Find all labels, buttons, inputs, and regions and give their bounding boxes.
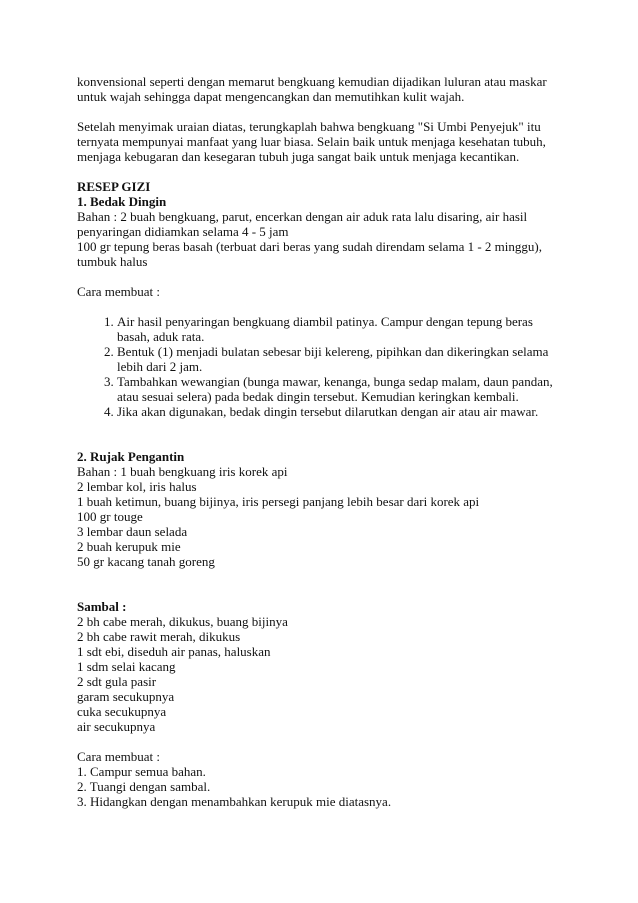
intro-paragraph-2: [77, 119, 577, 164]
section-heading: RESEP GIZI: [77, 179, 151, 194]
text-line: Setelah menyimak uraian diatas, terungkaplah bahwa bengkuang "Si Umbi Penyejuk" itu: [77, 119, 541, 134]
text-line: 2 bh cabe rawit merah, dikukus: [77, 629, 241, 644]
list-item: 2. Bentuk (1) menjadi bulatan sebesar biji kelereng, pipihkan dan dikeringkan selama lebih dari 2 jam.: [117, 344, 577, 374]
text-line: Bahan : 2 buah bengkuang, parut, encerkan dengan air aduk rata lalu disaring, air hasil: [77, 209, 528, 224]
text-line: air secukupnya: [77, 719, 156, 734]
bedak-method-label: Cara membuat :: [77, 284, 161, 299]
text-line: 2 sdt gula pasir: [77, 674, 157, 689]
list-item: 1. Air hasil penyaringan bengkuang diambil patinya. Campur dengan tepung beras basah, aduk rata.: [117, 314, 577, 344]
recipe-title-rujak: 2. Rujak Pengantin: [77, 449, 185, 464]
text-line: 2 buah kerupuk mie: [77, 539, 181, 554]
sambal-title: Sambal :: [77, 599, 127, 614]
text-line: untuk wajah sehingga dapat mengencangkan dan memutihkan kulit wajah.: [77, 89, 465, 104]
rujak-ingredients: [77, 464, 577, 569]
text-line: 100 gr touge: [77, 509, 143, 524]
text-line: cuka secukupnya: [77, 704, 167, 719]
text-line: 1. Campur semua bahan.: [77, 764, 206, 779]
text-line: 1 sdt ebi, diseduh air panas, haluskan: [77, 644, 271, 659]
text-line: Bahan : 1 buah bengkuang iris korek api: [77, 464, 288, 479]
text-line: 2 lembar kol, iris halus: [77, 479, 197, 494]
text-line: 3 lembar daun selada: [77, 524, 188, 539]
text-line: 50 gr kacang tanah goreng: [77, 554, 215, 569]
text-line: konvensional seperti dengan memarut bengkuang kemudian dijadikan luluran atau maskar: [77, 74, 547, 89]
bedak-ingredients: [77, 209, 577, 269]
text-line: 100 gr tepung beras basah (terbuat dari beras yang sudah direndam selama 1 - 2 minggu),: [77, 239, 542, 254]
recipe-title-bedak: 1. Bedak Dingin: [77, 194, 167, 209]
text-line: menjaga kebugaran dan kesegaran tubuh juga sangat baik untuk menjaga kecantikan.: [77, 149, 520, 164]
text-line: 1 buah ketimun, buang bijinya, iris persegi panjang lebih besar dari korek api: [77, 494, 480, 509]
bedak-steps-list: [77, 314, 577, 419]
text-line: 2. Tuangi dengan sambal.: [77, 779, 211, 794]
document-page: [77, 74, 577, 809]
text-line: tumbuk halus: [77, 254, 148, 269]
intro-paragraph-1: [77, 74, 577, 104]
text-line: penyaringan didiamkan selama 4 - 5 jam: [77, 224, 289, 239]
text-line: 1 sdm selai kacang: [77, 659, 176, 674]
text-line: 3. Hidangkan dengan menambahkan kerupuk mie diatasnya.: [77, 794, 392, 809]
rujak-steps: [77, 764, 577, 809]
sambal-ingredients: [77, 614, 577, 734]
rujak-method-label: Cara membuat :: [77, 749, 161, 764]
text-line: garam secukupnya: [77, 689, 175, 704]
list-item: 4. Jika akan digunakan, bedak dingin tersebut dilarutkan dengan air atau air mawar.: [117, 404, 577, 419]
text-line: 2 bh cabe merah, dikukus, buang bijinya: [77, 614, 288, 629]
list-item: 3. Tambahkan wewangian (bunga mawar, kenanga, bunga sedap malam, daun pandan, atau sesuai selera) pada bedak dingin tersebut. Kemudian keringkan kembali.: [117, 374, 577, 404]
text-line: ternyata mempunyai manfaat yang luar biasa. Selain baik untuk menjaga kesehatan tubuh,: [77, 134, 546, 149]
